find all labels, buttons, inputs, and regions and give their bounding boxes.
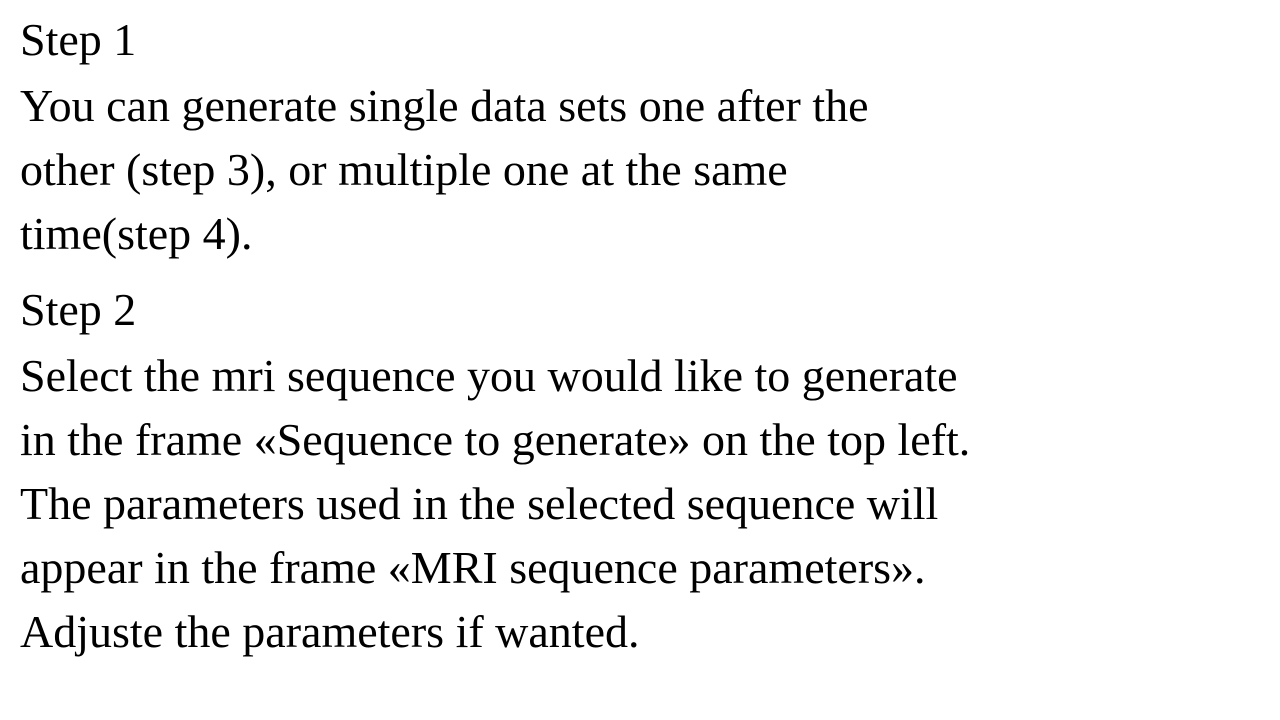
step-1-line: time(step 4). [20,208,253,259]
step-2-line: appear in the frame «MRI sequence parameters». [20,542,926,593]
step-2-line: in the frame «Sequence to generate» on the top left. [20,414,971,465]
step-1-line: You can generate single data sets one after the [20,80,869,131]
step-2-line: The parameters used in the selected sequence will [20,478,939,529]
step-1-line: other (step 3), or multiple one at the same [20,144,788,195]
step-2-line: Adjuste the parameters if wanted. [20,606,640,657]
step-1-text [20,74,1220,266]
step-2-title: Step 2 [20,284,137,335]
step-2-section [20,280,1280,664]
step-1-section [20,10,1280,266]
step-2-text [20,344,1220,664]
step-2-line: Select the mri sequence you would like to generate [20,350,958,401]
step-1-title: Step 1 [20,14,137,65]
